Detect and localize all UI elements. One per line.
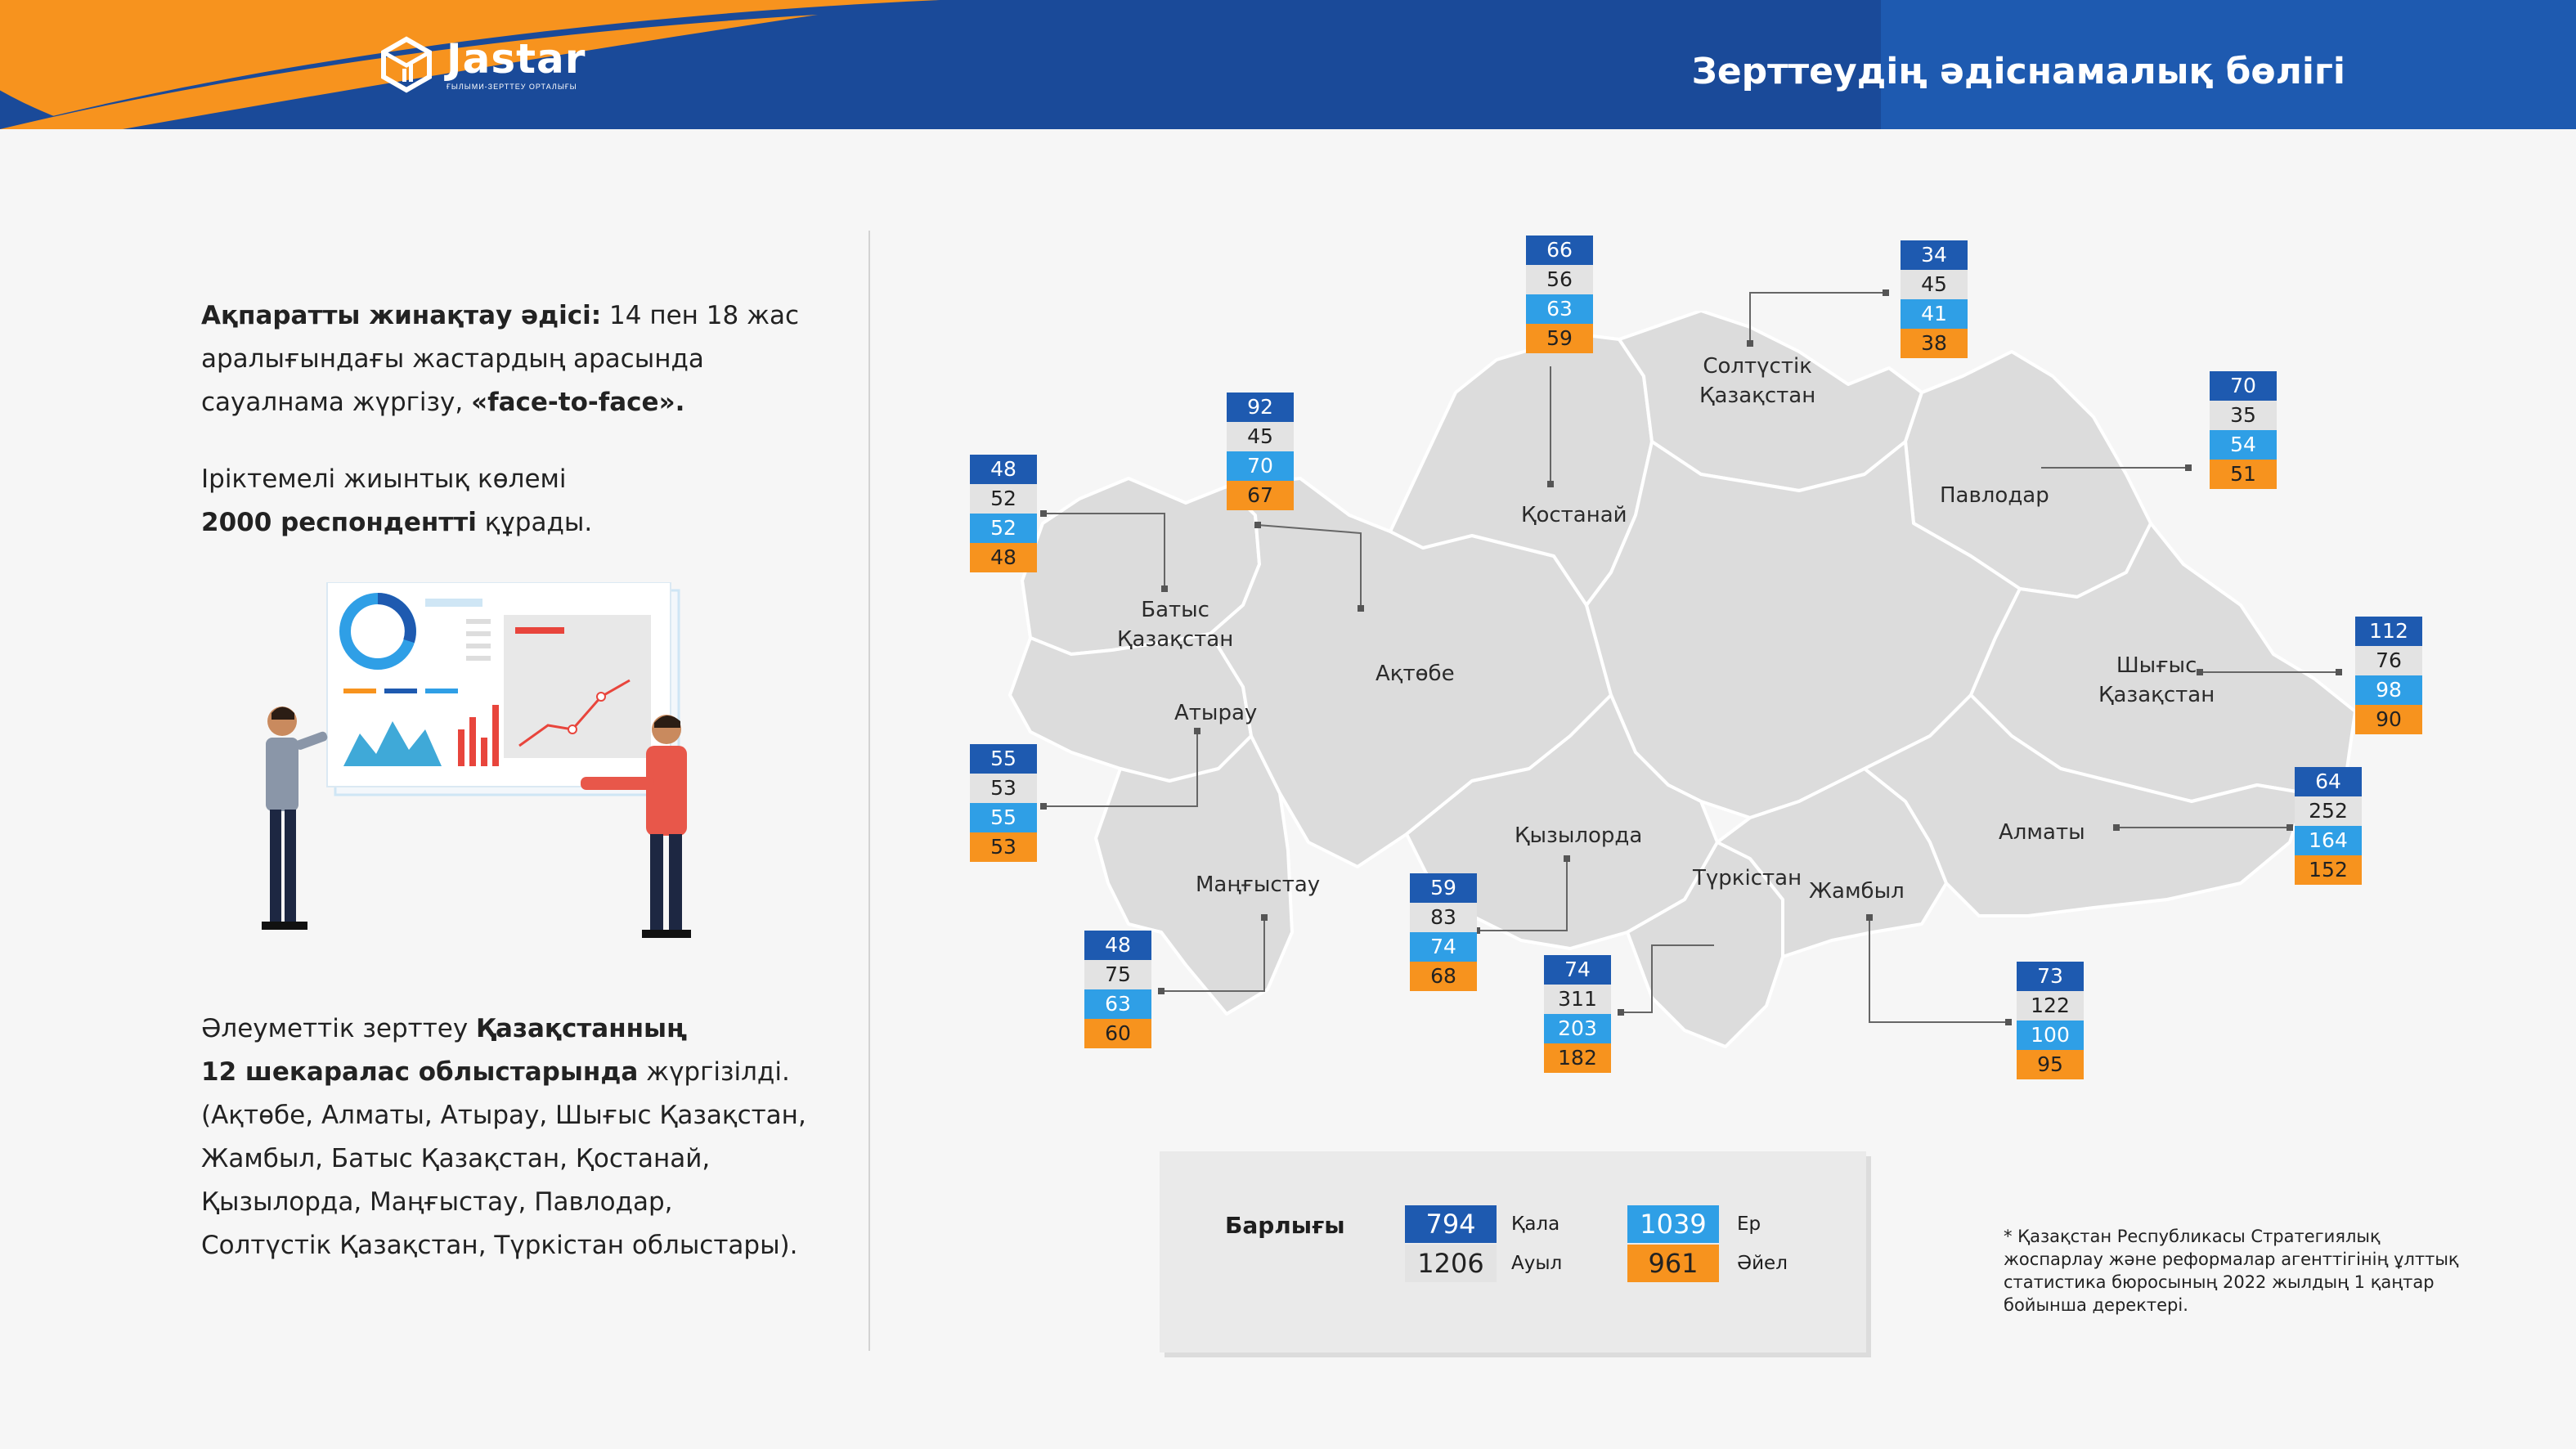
value-female: 182 [1544, 1043, 1611, 1073]
source-footnote: * Қазақстан Республикасы Стратегиялық жоспарлау және реформалар агенттігінің ұлттық статистика бюросының 2022 жылдың 1 қаңтар бойынша деректері. [2004, 1227, 2459, 1315]
stack-west-kz [970, 455, 1037, 572]
value-city: 34 [1901, 240, 1968, 270]
value-village: 311 [1544, 985, 1611, 1014]
value-male: 63 [1526, 294, 1593, 324]
regions-bold-1: Қазақстанның [476, 1014, 688, 1043]
region-label-kostanay: Қостанай [1521, 503, 1627, 527]
value-city: 64 [2295, 767, 2362, 796]
regions-bold-2: 12 шекаралас облыстарында [201, 1057, 639, 1087]
stack-mangystau [1084, 931, 1151, 1048]
sample-bold: 2000 респондентті [201, 508, 477, 537]
region-label-north-kz: Солтүстік Қазақстан [1699, 354, 1816, 408]
value-village: 35 [2210, 401, 2277, 430]
logo[interactable] [378, 36, 586, 93]
value-village: 45 [1901, 270, 1968, 299]
sample-paragraph [201, 458, 592, 545]
value-male: 203 [1544, 1014, 1611, 1043]
total-city-label: Қала [1511, 1213, 1560, 1235]
value-village: 252 [2295, 796, 2362, 826]
value-female: 95 [2017, 1050, 2084, 1079]
region-label-atyrau: Атырау [1174, 701, 1258, 725]
method-paragraph [201, 294, 799, 424]
value-female: 51 [2210, 460, 2277, 489]
stack-kostanay [1526, 236, 1593, 353]
regions-intro: Әлеуметтік зерттеу [201, 1014, 477, 1043]
method-text-2: аралығындағы жастардың арасында [201, 344, 704, 374]
stack-pavlodar [2210, 371, 2277, 489]
total-village-value: 1206 [1405, 1245, 1497, 1282]
value-village: 75 [1084, 960, 1151, 989]
value-male: 63 [1084, 989, 1151, 1019]
region-label-aktobe: Ақтөбе [1376, 662, 1455, 686]
jastar-logo-icon [378, 36, 435, 93]
value-city: 48 [970, 455, 1037, 484]
value-city: 55 [970, 744, 1037, 774]
value-village: 76 [2355, 646, 2422, 675]
value-village: 45 [1227, 422, 1294, 451]
value-male: 70 [1227, 451, 1294, 481]
total-city-value: 794 [1405, 1205, 1497, 1243]
value-male: 74 [1410, 932, 1477, 962]
region-label-mangystau: Маңғыстау [1196, 873, 1321, 897]
region-label-east-kz: Шығыс Қазақстан [2098, 653, 2215, 707]
value-female: 68 [1410, 962, 1477, 991]
stack-north-kz [1901, 240, 1968, 358]
value-village: 122 [2017, 991, 2084, 1021]
value-female: 59 [1526, 324, 1593, 353]
value-city: 59 [1410, 873, 1477, 903]
region-label-zhambyl: Жамбыл [1809, 879, 1905, 904]
dashboard-board [327, 582, 679, 795]
region-label-kyzylorda: Қызылорда [1515, 823, 1643, 848]
value-city: 66 [1526, 236, 1593, 265]
method-label: Ақпаратты жинақтау әдісі: [201, 301, 602, 330]
value-city: 73 [2017, 962, 2084, 991]
method-text-1: 14 пен 18 жас [601, 301, 800, 330]
value-male: 54 [2210, 430, 2277, 460]
regions-list-1: (Ақтөбе, Алматы, Атырау, Шығыс Қазақстан, [201, 1101, 806, 1130]
analytics-illustration [237, 582, 703, 950]
value-female: 90 [2355, 705, 2422, 734]
stack-aktobe [1227, 393, 1294, 510]
stack-turkistan [1544, 955, 1611, 1073]
logo-text: Jastar [447, 35, 586, 83]
stack-atyrau [970, 744, 1037, 862]
logo-subtitle: ҒЫЛЫМИ-ЗЕРТТЕУ ОРТАЛЫҒЫ [447, 83, 577, 91]
value-female: 60 [1084, 1019, 1151, 1048]
totals-label: Барлығы [1225, 1212, 1345, 1239]
regions-list-3: Қызылорда, Маңғыстау, Павлодар, [201, 1187, 673, 1217]
value-female: 67 [1227, 481, 1294, 510]
value-village: 83 [1410, 903, 1477, 932]
regions-list-4: Солтүстік Қазақстан, Түркістан облыстары). [201, 1231, 798, 1260]
value-city: 70 [2210, 371, 2277, 401]
value-male: 52 [970, 514, 1037, 543]
totals-panel [1160, 1151, 1866, 1353]
region-label-turkistan: Түркістан [1693, 866, 1802, 890]
value-female: 152 [2295, 855, 2362, 885]
stack-almaty [2295, 767, 2362, 885]
regions-text-2: жүргізілді. [638, 1057, 790, 1087]
value-city: 112 [2355, 617, 2422, 646]
stack-zhambyl [2017, 962, 2084, 1079]
value-male: 100 [2017, 1021, 2084, 1050]
method-text-3: сауалнама жүргізу, [201, 388, 472, 417]
total-female-value: 961 [1627, 1245, 1719, 1282]
value-male: 41 [1901, 299, 1968, 329]
regions-paragraph [201, 1007, 806, 1267]
total-male-value: 1039 [1627, 1205, 1719, 1243]
method-bold: «face-to-face». [471, 388, 685, 417]
value-male: 98 [2355, 675, 2422, 705]
sample-text-2: құрады. [476, 508, 593, 537]
value-city: 92 [1227, 393, 1294, 422]
value-male: 164 [2295, 826, 2362, 855]
region-label-west-kz: Батыс Қазақстан [1117, 598, 1234, 652]
total-male-label: Ер [1737, 1213, 1761, 1235]
value-village: 52 [970, 484, 1037, 514]
value-city: 48 [1084, 931, 1151, 960]
value-female: 38 [1901, 329, 1968, 358]
value-city: 74 [1544, 955, 1611, 985]
header [0, 0, 2576, 129]
value-village: 56 [1526, 265, 1593, 294]
stack-east-kz [2355, 617, 2422, 734]
column-divider [868, 231, 870, 1351]
value-female: 53 [970, 832, 1037, 862]
person-left [262, 707, 329, 930]
sample-text-1: Іріктемелі жиынтық көлемі [201, 464, 567, 494]
page-title: Зерттеудің әдіснамалық бөлігі [1691, 51, 2345, 92]
total-female-label: Әйел [1737, 1253, 1788, 1274]
region-label-pavlodar: Павлодар [1940, 483, 2049, 508]
stack-kyzylorda [1410, 873, 1477, 991]
regions-list-2: Жамбыл, Батыс Қазақстан, Қостанай, [201, 1144, 711, 1173]
region-label-almaty: Алматы [1999, 820, 2085, 845]
value-female: 48 [970, 543, 1037, 572]
value-male: 55 [970, 803, 1037, 832]
total-village-label: Ауыл [1511, 1253, 1563, 1274]
value-village: 53 [970, 774, 1037, 803]
